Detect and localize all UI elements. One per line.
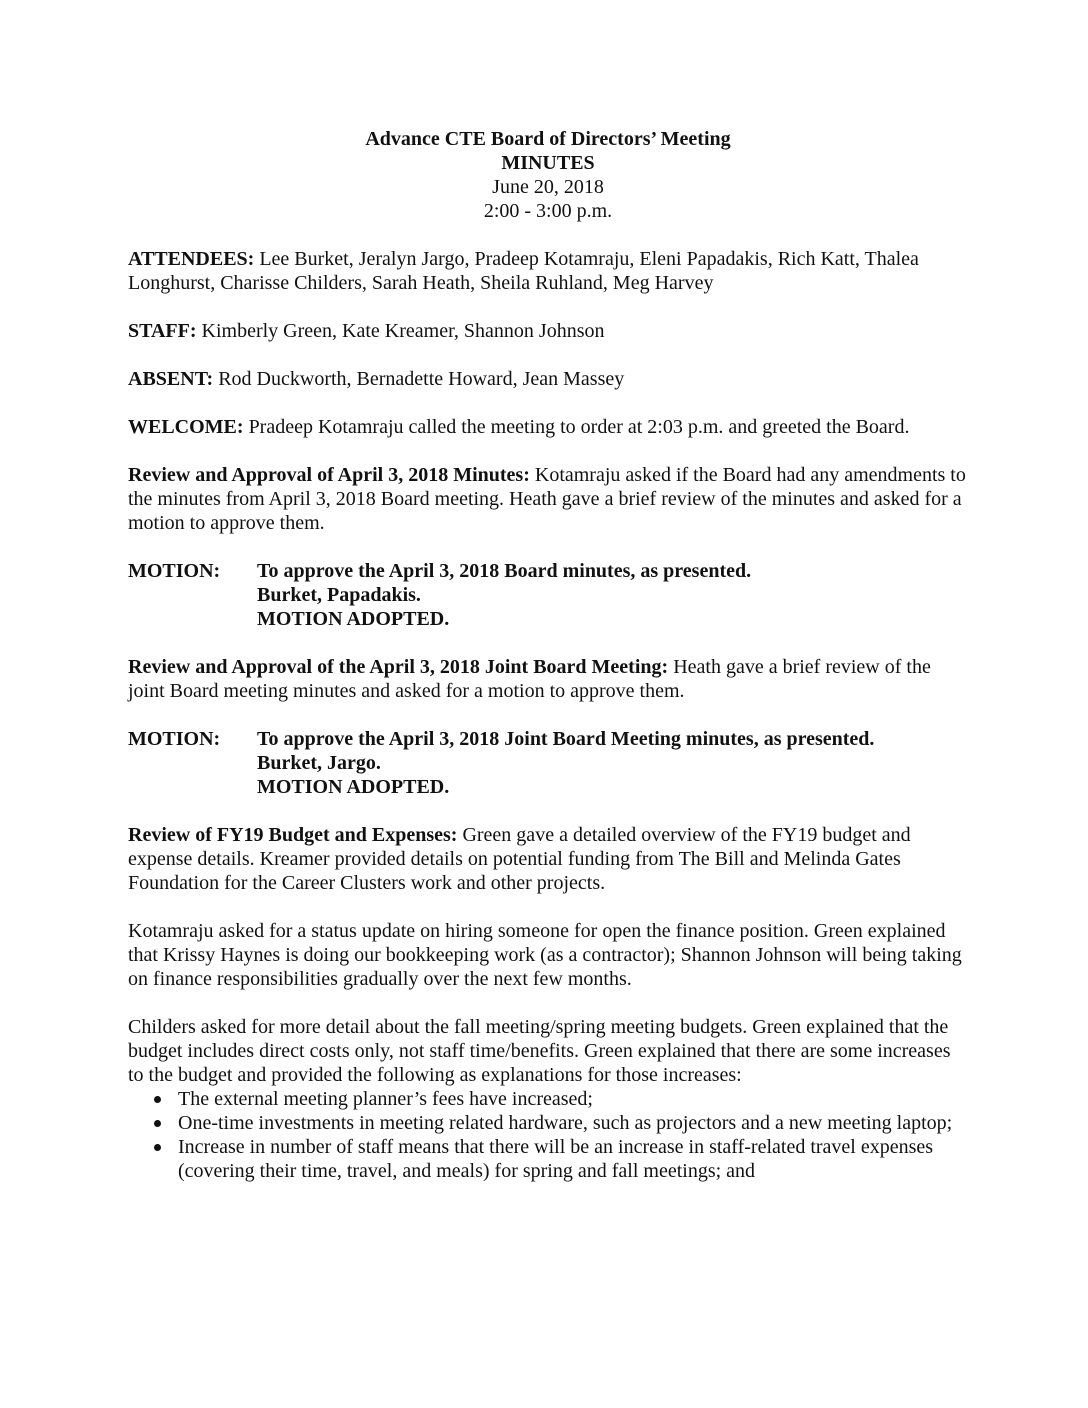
motion-label: MOTION:: [128, 560, 221, 582]
motion-result: MOTION ADOPTED.: [257, 776, 450, 798]
budget-text: Green gave a detailed overview of the FY19 budget and expense details. Kreamer provided details on potential funding from The Bill and Melinda Gates Foundation for the Career Clusters work and other projects.: [128, 824, 911, 894]
welcome-text: Pradeep Kotamraju called the meeting to order at 2:03 p.m. and greeted the Board.: [243, 416, 910, 438]
review-minutes-paragraph: [128, 463, 968, 535]
review-minutes-label: Review and Approval of April 3, 2018 Minutes:: [128, 464, 530, 486]
motion-block-2: [128, 727, 968, 799]
budget-label: Review of FY19 Budget and Expenses:: [128, 824, 458, 846]
document-title: Advance CTE Board of Directors’ Meeting: [365, 128, 731, 150]
attendees-text: Lee Burket, Jeralyn Jargo, Pradeep Kotamraju, Eleni Papadakis, Rich Katt, Thalea Longhurst, Charisse Childers, Sarah Heath, Sheila Ruhland, Meg Harvey: [128, 248, 919, 294]
review-joint-paragraph: [128, 655, 968, 703]
staff-paragraph: [128, 319, 968, 343]
absent-label: ABSENT:: [128, 368, 214, 390]
motion-block-1: [128, 559, 968, 631]
motion-text: To approve the April 3, 2018 Joint Board Meeting minutes, as presented.: [257, 728, 875, 750]
document-subtitle: MINUTES: [501, 152, 595, 174]
motion-movers: Burket, Jargo.: [257, 752, 381, 774]
review-minutes-text: Kotamraju asked if the Board had any amendments to the minutes from April 3, 2018 Board meeting. Heath gave a brief review of the minutes and asked for a motion to approve them.: [128, 464, 966, 534]
childers-paragraph: Childers asked for more detail about the fall meeting/spring meeting budgets. Green explained that the budget includes direct costs only, not staff time/benefits. Green explained that there are some increases to the budget and provided the following as explanations for those increases:: [128, 1016, 951, 1086]
motion-body: [257, 727, 874, 799]
document-header: [128, 127, 968, 223]
increase-list: [128, 1087, 968, 1183]
document-content: [128, 127, 968, 1183]
welcome-paragraph: [128, 415, 968, 439]
list-item: Increase in number of staff means that there will be an increase in staff-related travel expenses (covering their time, travel, and meals) for spring and fall meetings; and: [178, 1135, 968, 1183]
review-joint-label: Review and Approval of the April 3, 2018 Joint Board Meeting:: [128, 656, 669, 678]
finance-paragraph: Kotamraju asked for a status update on hiring someone for open the finance position. Green explained that Krissy Haynes is doing our bookkeeping work (as a contractor); Shannon Johnson will being taking on finance responsibilities gradually over the next few months.: [128, 920, 962, 990]
budget-paragraph: [128, 823, 968, 895]
review-joint-text: Heath gave a brief review of the joint Board meeting minutes and asked for a motion to approve them.: [128, 656, 931, 702]
motion-movers: Burket, Papadakis.: [257, 584, 421, 606]
meeting-time: 2:00 - 3:00 p.m.: [483, 200, 613, 222]
meeting-date: June 20, 2018: [492, 176, 604, 198]
staff-label: STAFF:: [128, 320, 197, 342]
staff-text: Kimberly Green, Kate Kreamer, Shannon Johnson: [196, 320, 605, 342]
attendees-label: ATTENDEES:: [128, 248, 255, 270]
welcome-label: WELCOME:: [128, 416, 244, 438]
motion-body: [257, 559, 751, 631]
list-item: One-time investments in meeting related hardware, such as projectors and a new meeting laptop;: [178, 1111, 968, 1135]
attendees-paragraph: [128, 247, 968, 295]
motion-label: MOTION:: [128, 728, 221, 750]
absent-text: Rod Duckworth, Bernadette Howard, Jean Massey: [213, 368, 625, 390]
motion-result: MOTION ADOPTED.: [257, 608, 450, 630]
absent-paragraph: [128, 367, 968, 391]
list-item: The external meeting planner’s fees have increased;: [178, 1087, 968, 1111]
motion-text: To approve the April 3, 2018 Board minutes, as presented.: [257, 560, 752, 582]
